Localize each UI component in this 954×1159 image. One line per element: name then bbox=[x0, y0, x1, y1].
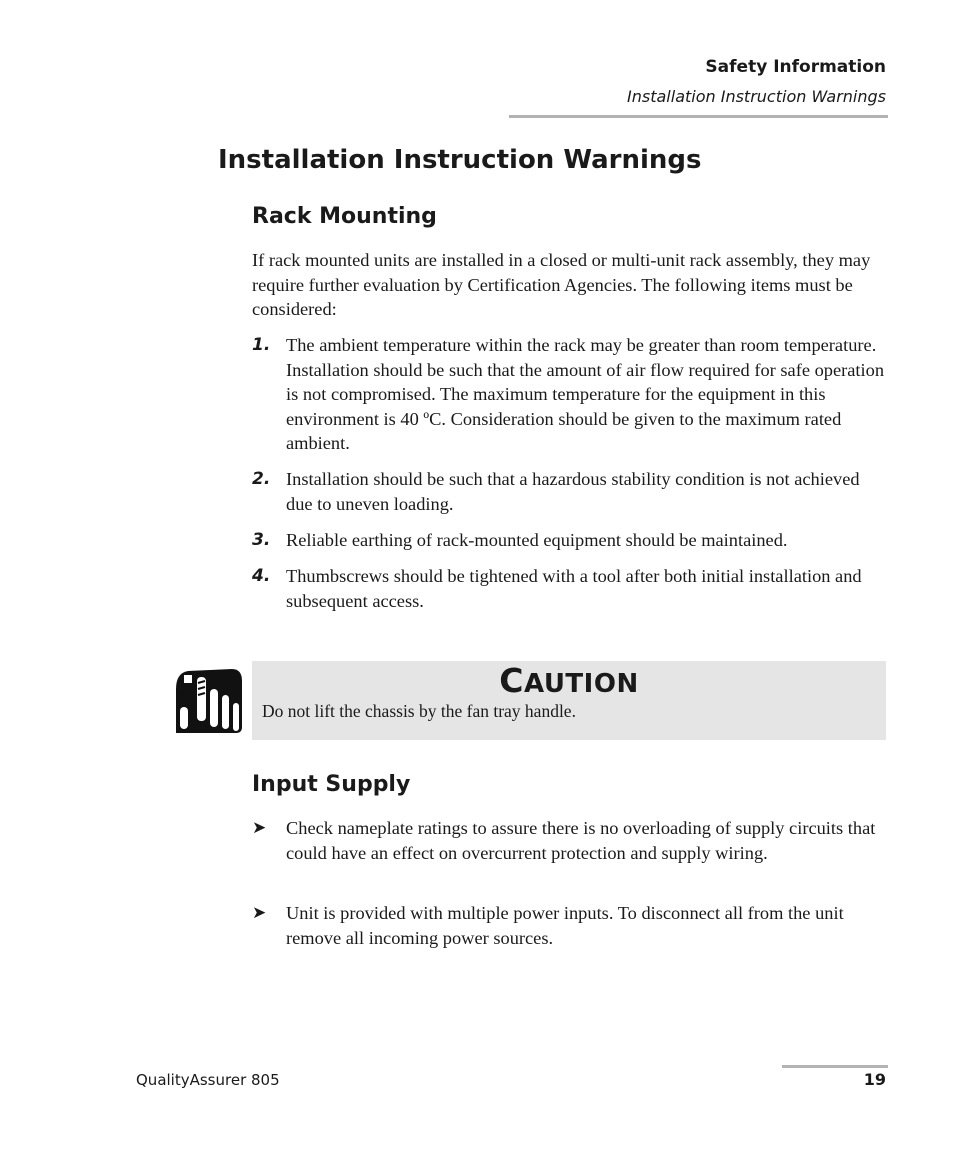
list-item-number: 1. bbox=[252, 335, 271, 355]
footer-divider bbox=[782, 1065, 888, 1068]
list-item-number: 2. bbox=[252, 469, 271, 489]
list-item-text: Check nameplate ratings to assure there is no overloading of supply circuits that could have an effect on overcurrent protection and supply wiring. bbox=[286, 818, 876, 863]
numbered-list-item bbox=[252, 333, 888, 456]
header-divider bbox=[509, 115, 888, 118]
list-item-text: The ambient temperature within the rack may be greater than room temperature. Installation should be such that the amount of air flow required for safe operation is not compromised. The maximum temperature for the equipment in this environment is 40 ºC. Consideration should be given to the maximum rated ambient. bbox=[286, 335, 885, 453]
page-title: Installation Instruction Warnings bbox=[218, 145, 702, 175]
bullet-arrow-icon: ➤ bbox=[252, 818, 267, 837]
caution-text: Do not lift the chassis by the fan tray handle. bbox=[262, 701, 576, 721]
numbered-list-item bbox=[252, 564, 888, 613]
header-subsection-title: Installation Instruction Warnings bbox=[627, 87, 886, 106]
numbered-list-item bbox=[252, 467, 888, 516]
list-item-number: 3. bbox=[252, 530, 271, 550]
list-item-text: Reliable earthing of rack-mounted equipment should be maintained. bbox=[286, 530, 788, 550]
rack-mounting-intro: If rack mounted units are installed in a closed or multi-unit rack assembly, they may require further evaluation by Certification Agencies. The following items must be considered: bbox=[252, 250, 871, 319]
caution-title: CAUTION bbox=[499, 661, 639, 700]
list-item-text: Unit is provided with multiple power inputs. To disconnect all from the unit remove all incoming power sources. bbox=[286, 903, 844, 948]
header-section-title: Safety Information bbox=[705, 57, 886, 77]
numbered-list-item bbox=[252, 528, 888, 553]
bullet-list-item bbox=[252, 816, 888, 865]
caution-hand-icon bbox=[174, 667, 244, 735]
footer-product-name: QualityAssurer 805 bbox=[136, 1071, 280, 1089]
caution-box bbox=[252, 661, 886, 740]
list-item-text: Installation should be such that a hazardous stability condition is not achieved due to uneven loading. bbox=[286, 469, 860, 514]
bullet-list-item bbox=[252, 901, 888, 950]
list-item-text: Thumbscrews should be tightened with a tool after both initial installation and subsequent access. bbox=[286, 566, 862, 611]
rack-mounting-heading: Rack Mounting bbox=[252, 204, 437, 229]
list-item-number: 4. bbox=[252, 566, 271, 586]
page-number: 19 bbox=[863, 1070, 886, 1089]
bullet-arrow-icon: ➤ bbox=[252, 903, 267, 922]
input-supply-heading: Input Supply bbox=[252, 772, 411, 797]
